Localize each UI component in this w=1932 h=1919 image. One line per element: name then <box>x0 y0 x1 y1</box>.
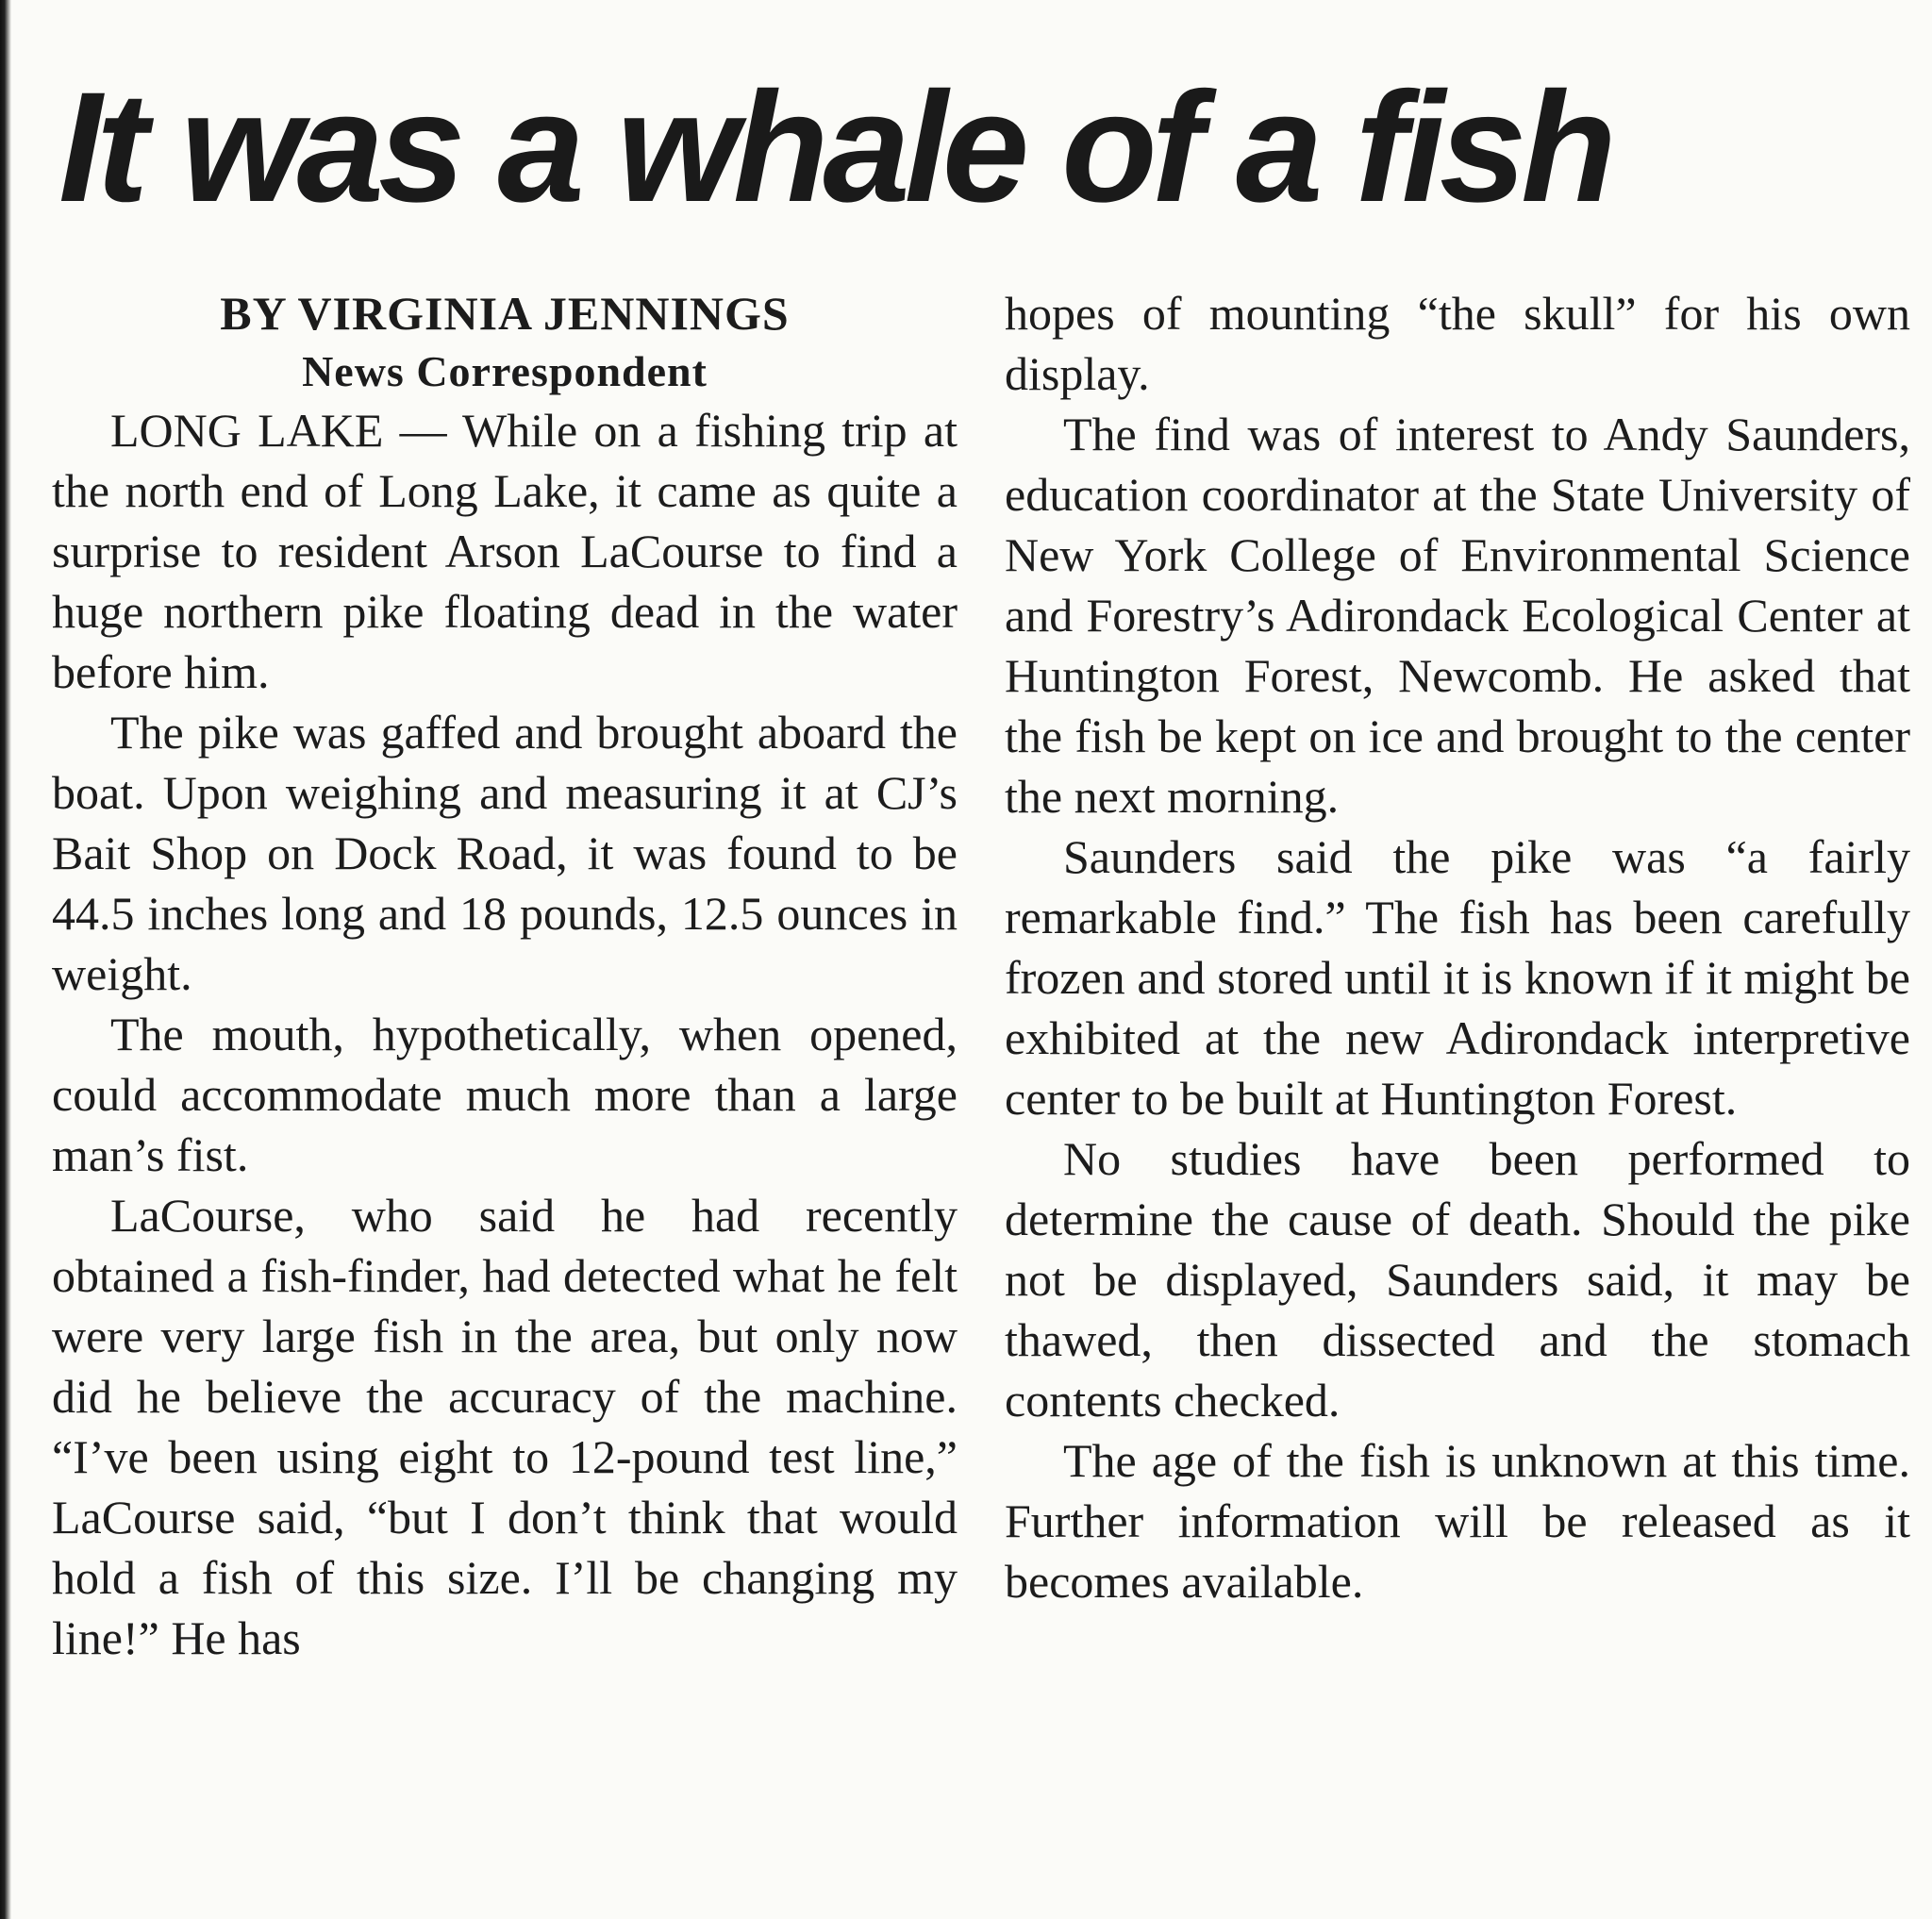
paragraph: The find was of interest to Andy Saunders, education coordinator at the State University of New York College of Environmental Science and Forestry’s Adirondack Ecological Center at Huntington Forest, Newcomb. He asked that the fish be kept on ice and brought to the center the next morning. <box>1005 408 1910 823</box>
paragraph: LaCourse, who said he had recently obtained a fish-finder, had detected what he felt were very large fish in the area, but only now did he believe the accuracy of the machine. “I’ve been using eight to 12-pound test line,” LaCourse said, “but I don’t think that would hold a fish of this size. I’ll be changing my line!” He has <box>52 1189 958 1664</box>
paragraph: The age of the fish is unknown at this time. Further information will be released as it becomes available. <box>1005 1434 1910 1608</box>
article-column-left <box>52 283 958 1668</box>
scan-edge-shadow <box>0 0 11 1919</box>
paragraph: Saunders said the pike was “a fairly remarkable find.” The fish has been carefully frozen and stored until it is known if it might be exhibited at the new Adirondack interpretive center to be built at Huntington Forest. <box>1005 830 1910 1125</box>
paragraph: The mouth, hypothetically, when opened, could accommodate much more than a large man’s fist. <box>52 1008 958 1181</box>
paragraph: The pike was gaffed and brought aboard the boat. Upon weighing and measuring it at CJ’s Bait Shop on Dock Road, it was found to be 44.5 inches long and 18 pounds, 12.5 ounces in weight. <box>52 706 958 1000</box>
byline-role: News Correspondent <box>302 347 708 395</box>
headline: It was a whale of a fish <box>58 60 1611 235</box>
paragraph: LONG LAKE — While on a fishing trip at the north end of Long Lake, it came as quite a surprise to resident Arson LaCourse to find a huge northern pike floating dead in the water before him. <box>52 404 958 698</box>
paragraph: No studies have been performed to determine the cause of death. Should the pike not be displayed, Saunders said, it may be thawed, then dissected and the stomach contents checked. <box>1005 1132 1910 1427</box>
article-column-right <box>1005 283 1910 1611</box>
paragraph-continued: hopes of mounting “the skull” for his own display. <box>1005 287 1910 400</box>
byline: BY VIRGINIA JENNINGS <box>220 287 790 340</box>
